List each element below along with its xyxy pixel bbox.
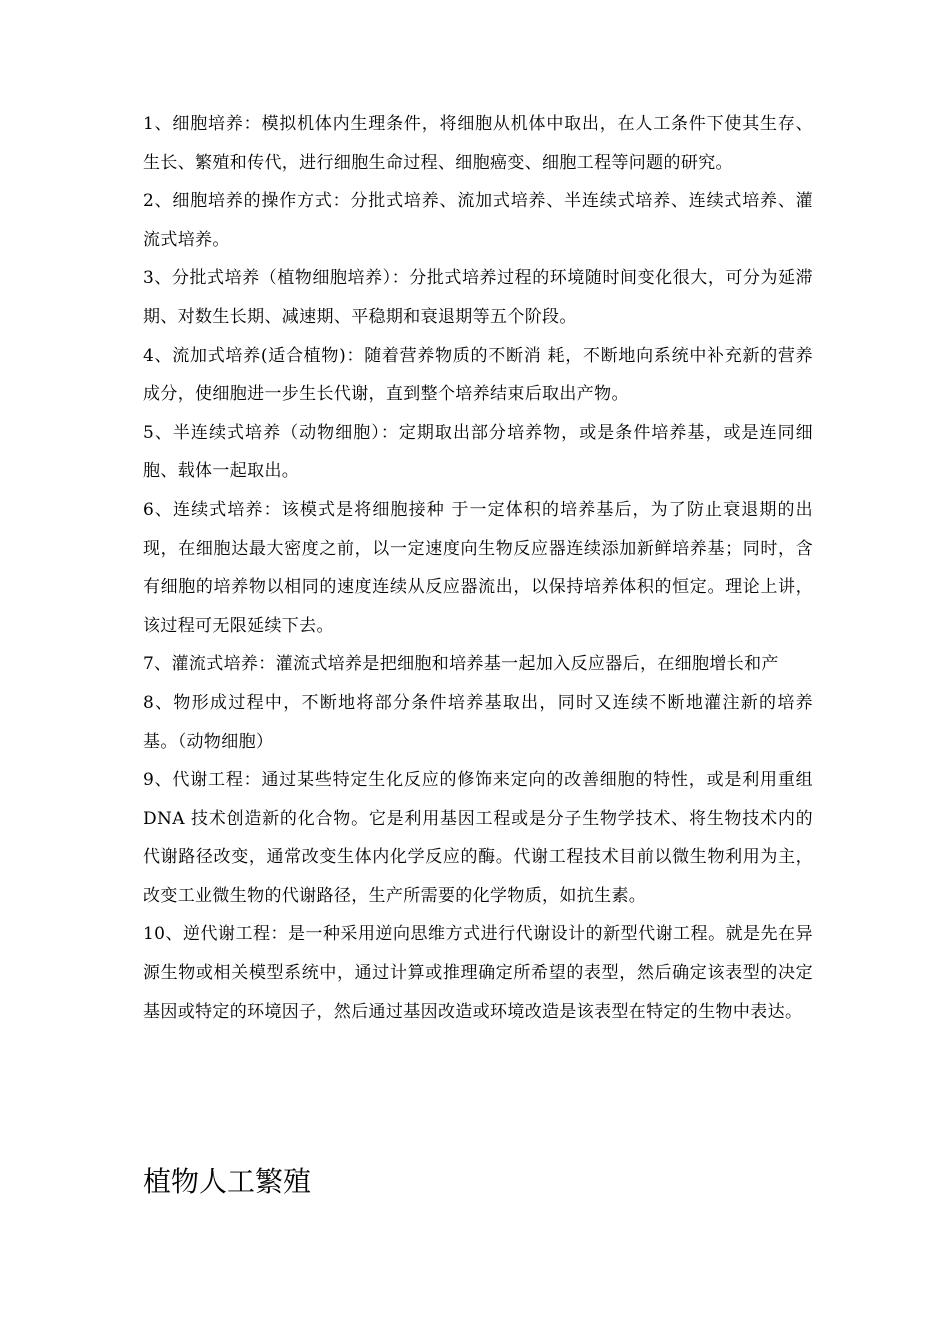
paragraph-6: 6、连续式培养：该模式是将细胞接种 于一定体积的培养基后，为了防止衰退期的出现，在细胞达最大密度之前，以一定速度向生物反应器连续添加新鲜培养基；同时，含有细胞的培养物以相同的速度连续从反应器流出，以保持培养体积的恒定。理论上讲，该过程可无限延续下去。 <box>143 499 813 636</box>
paragraph-5: 5、半连续式培养（动物细胞）：定期取出部分培养物，或是条件培养基，或是连同细胞、载体一起取出。 <box>143 422 813 482</box>
paragraph-7: 7、灌流式培养：灌流式培养是把细胞和培养基一起加入反应器后，在细胞增长和产 <box>143 654 779 675</box>
body-text <box>143 105 813 1031</box>
paragraph-9: 9、代谢工程：通过某些特定生化反应的修饰来定向的改善细胞的特性，或是利用重组 DNA 技术创造新的化合物。它是利用基因工程或是分子生物学技术、将生物技术内的代谢路径改变，通常改变生体内化学反应的酶。代谢工程技术目前以微生物利用为主，改变工业微生物的代谢路径，生产所需要的化学物质，如抗生素。 <box>143 770 813 906</box>
paragraph-3: 3、分批式培养（植物细胞培养）：分批式培养过程的环境随时间变化很大，可分为延滞期、对数生长期、减速期、平稳期和衰退期等五个阶段。 <box>143 268 813 327</box>
paragraph-10: 10、逆代谢工程：是一种采用逆向思维方式进行代谢设计的新型代谢工程。就是先在异源生物或相关模型系统中，通过计算或推理确定所希望的表型，然后确定该表型的决定基因或特定的环境因子，然后通过基因改造或环境改造是该表型在特定的生物中表达。 <box>143 924 813 1022</box>
section-heading: 植物人工繁殖 <box>143 1165 312 1198</box>
paragraph-4: 4、流加式培养(适合植物)：随着营养物质的不断消 耗，不断地向系统中补充新的营养成分，使细胞进一步生长代谢，直到整个培养结束后取出产物。 <box>143 345 813 405</box>
paragraph-1: 1、细胞培养：模拟机体内生理条件，将细胞从机体中取出，在人工条件下使其生存、生长、繁殖和传代，进行细胞生命过程、细胞癌变、细胞工程等问题的研究。 <box>143 114 813 173</box>
paragraph-8: 8、物形成过程中，不断地将部分条件培养基取出，同时又连续不断地灌注新的培养基。（动物细胞） <box>143 692 813 752</box>
paragraph-2: 2、细胞培养的操作方式：分批式培养、流加式培养、半连续式培养、连续式培养、灌流式培养。 <box>143 191 813 250</box>
